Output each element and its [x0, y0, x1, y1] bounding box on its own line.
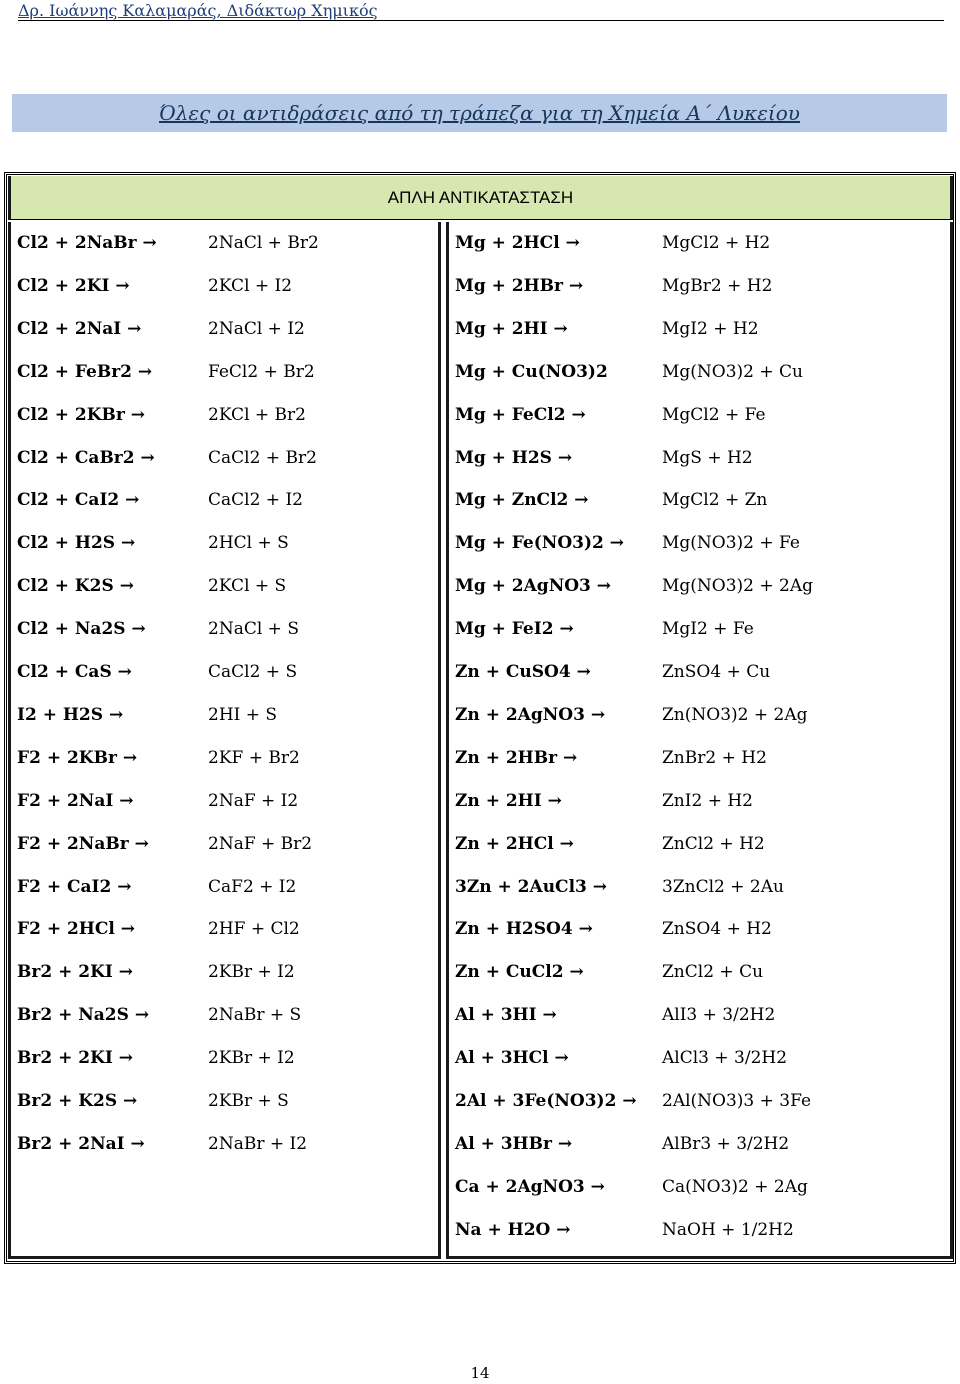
reaction-reactants: Cl2 + 2KI →: [17, 275, 130, 296]
reaction-reactants: F2 + 2HCl →: [17, 919, 136, 940]
reaction-products: ZnBr2 + H2: [662, 747, 767, 768]
reaction-products: MgCl2 + Fe: [662, 404, 766, 425]
reaction-products: 2NaCl + S: [208, 619, 299, 640]
reaction-products: Mg(NO3)2 + Cu: [662, 361, 804, 382]
reaction-reactants: Zn + 2HBr →: [455, 747, 578, 768]
reaction-row: [11, 1123, 438, 1166]
reaction-reactants: Br2 + Na2S →: [17, 1005, 150, 1026]
reaction-reactants: Mg + Cu(NO3)2: [455, 361, 608, 382]
reaction-products: Zn(NO3)2 + 2Ag: [662, 704, 808, 725]
reaction-reactants: Ca + 2AgNO3 →: [455, 1176, 605, 1197]
reaction-reactants: F2 + 2NaI →: [17, 790, 134, 811]
reaction-row: [11, 951, 438, 994]
reaction-row: [449, 1080, 950, 1123]
reaction-products: 2NaCl + I2: [208, 318, 305, 339]
reaction-products: NaOH + 1/2H2: [662, 1219, 794, 1240]
reaction-products: AlBr3 + 3/2H2: [662, 1133, 790, 1154]
reaction-reactants: Zn + 2HCl →: [455, 833, 574, 854]
reaction-row: [11, 1037, 438, 1080]
reaction-row: [449, 651, 950, 694]
title-band: [12, 94, 947, 132]
reaction-reactants: Cl2 + H2S →: [17, 533, 136, 554]
page-header: Δρ. Ιωάννης Καλαμαράς, Διδάκτωρ Χημικός: [18, 2, 944, 21]
reaction-reactants: Cl2 + Na2S →: [17, 619, 146, 640]
reaction-reactants: Al + 3HBr →: [455, 1133, 573, 1154]
reaction-reactants: 3Zn + 2AuCl3 →: [455, 876, 608, 897]
reaction-products: MgI2 + H2: [662, 318, 759, 339]
reaction-row: [11, 694, 438, 737]
reaction-row: [11, 908, 438, 951]
reaction-reactants: I2 + H2S →: [17, 704, 124, 725]
reaction-reactants: Br2 + K2S →: [17, 1091, 138, 1111]
reaction-reactants: Mg + FeI2 →: [455, 619, 574, 640]
reaction-products: 2KCl + Br2: [208, 404, 306, 425]
reaction-reactants: Mg + ZnCl2 →: [455, 490, 589, 511]
reaction-products: 2KCl + I2: [208, 275, 293, 296]
reaction-row: [449, 908, 950, 951]
reaction-products: AlCl3 + 3/2H2: [662, 1048, 788, 1069]
reaction-products: ZnI2 + H2: [662, 790, 753, 811]
reaction-reactants: Cl2 + 2NaBr →: [17, 233, 157, 253]
reaction-row: [11, 394, 438, 437]
reaction-products: MgCl2 + Zn: [662, 490, 768, 511]
reaction-reactants: 2Al + 3Fe(NO3)2 →: [455, 1091, 637, 1111]
reaction-row: [11, 1080, 438, 1123]
reaction-row: [11, 522, 438, 565]
reaction-row: [11, 479, 438, 522]
reaction-row: [11, 737, 438, 780]
reaction-products: 2KCl + S: [208, 576, 287, 597]
reaction-row: [449, 565, 950, 608]
reaction-reactants: Mg + 2HCl →: [455, 233, 580, 253]
reaction-reactants: Mg + 2HI →: [455, 318, 568, 339]
reaction-products: Mg(NO3)2 + 2Ag: [662, 576, 814, 597]
reaction-row: [11, 866, 438, 909]
reaction-row: [449, 1123, 950, 1166]
reaction-row: [449, 608, 950, 651]
reaction-reactants: Cl2 + 2KBr →: [17, 404, 145, 425]
reaction-products: ZnCl2 + H2: [662, 833, 765, 854]
reaction-products: 2HF + Cl2: [208, 919, 300, 940]
reaction-reactants: Cl2 + 2NaI →: [17, 318, 142, 339]
reaction-row: [449, 394, 950, 437]
reaction-products: CaF2 + I2: [208, 876, 297, 897]
reaction-products: 2KF + Br2: [208, 747, 300, 768]
reaction-reactants: Zn + 2AgNO3 →: [455, 704, 606, 725]
reaction-products: 2HI + S: [208, 704, 278, 725]
reaction-products: ZnSO4 + Cu: [662, 662, 771, 682]
reaction-row: [449, 479, 950, 522]
reaction-row: [449, 780, 950, 823]
reaction-products: 2NaCl + Br2: [208, 233, 319, 253]
reaction-reactants: Mg + Fe(NO3)2 →: [455, 533, 624, 554]
reaction-reactants: Mg + 2HBr →: [455, 275, 584, 296]
reaction-products: Ca(NO3)2 + 2Ag: [662, 1176, 808, 1197]
reaction-row: [11, 351, 438, 394]
reaction-row: [449, 737, 950, 780]
reaction-row: [11, 565, 438, 608]
reaction-reactants: F2 + CaI2 →: [17, 876, 132, 897]
reaction-products: 2NaBr + I2: [208, 1133, 308, 1154]
reaction-products: AlI3 + 3/2H2: [662, 1005, 776, 1026]
reaction-row: [449, 823, 950, 866]
reaction-products: 2KBr + S: [208, 1091, 289, 1111]
reaction-row: [11, 823, 438, 866]
reaction-reactants: Zn + CuSO4 →: [455, 662, 591, 682]
reaction-reactants: Cl2 + CaI2 →: [17, 490, 140, 511]
reaction-products: CaCl2 + S: [208, 662, 298, 682]
reaction-reactants: Cl2 + CaBr2 →: [17, 447, 155, 468]
reaction-products: MgBr2 + H2: [662, 275, 773, 296]
reaction-row: [449, 1166, 950, 1209]
reaction-row: [449, 1037, 950, 1080]
reaction-products: Mg(NO3)2 + Fe: [662, 533, 800, 554]
reaction-row: [449, 351, 950, 394]
reaction-row: [11, 651, 438, 694]
reaction-row: [11, 608, 438, 651]
reaction-reactants: Al + 3HCl →: [455, 1048, 569, 1069]
reaction-row: [11, 308, 438, 351]
page-title: Όλες οι αντιδράσεις από τη τράπεζα για τη Χημεία Α΄ Λυκείου: [159, 101, 800, 125]
reaction-row: [449, 866, 950, 909]
reaction-row: [449, 222, 950, 265]
reaction-reactants: Br2 + 2NaI →: [17, 1133, 145, 1154]
page-number: 14: [470, 1364, 490, 1382]
reaction-products: MgS + H2: [662, 447, 753, 468]
reaction-products: 2NaF + I2: [208, 790, 299, 811]
reaction-row: [449, 951, 950, 994]
reaction-reactants: F2 + 2NaBr →: [17, 833, 149, 854]
reaction-reactants: Br2 + 2KI →: [17, 962, 133, 983]
reaction-products: 2Al(NO3)3 + 3Fe: [662, 1091, 812, 1111]
reaction-products: CaCl2 + Br2: [208, 447, 317, 468]
reaction-row: [11, 222, 438, 265]
reaction-products: 3ZnCl2 + 2Au: [662, 876, 784, 897]
reaction-row: [449, 994, 950, 1037]
reaction-row: [449, 437, 950, 480]
reaction-row: [11, 780, 438, 823]
reaction-products: 2NaBr + S: [208, 1005, 302, 1026]
reaction-reactants: Zn + 2HI →: [455, 790, 562, 811]
reaction-products: ZnSO4 + H2: [662, 919, 772, 940]
reaction-products: 2KBr + I2: [208, 962, 295, 983]
reaction-row: [449, 265, 950, 308]
reaction-reactants: Br2 + 2KI →: [17, 1048, 133, 1069]
reaction-reactants: Na + H2O →: [455, 1219, 571, 1240]
reaction-row: [449, 694, 950, 737]
reaction-reactants: Cl2 + CaS →: [17, 662, 132, 682]
reaction-reactants: Zn + CuCl2 →: [455, 962, 584, 983]
reaction-reactants: Mg + H2S →: [455, 447, 573, 468]
reaction-reactants: Mg + FeCl2 →: [455, 404, 586, 425]
reaction-row: [11, 265, 438, 308]
reaction-products: 2KBr + I2: [208, 1048, 295, 1069]
reaction-products: 2HCl + S: [208, 533, 289, 554]
section-header: [8, 176, 953, 220]
left-reaction-column: [8, 222, 441, 1259]
reaction-reactants: Mg + 2AgNO3 →: [455, 576, 612, 597]
reaction-row: [449, 308, 950, 351]
reaction-reactants: Zn + H2SO4 →: [455, 919, 593, 940]
right-reaction-column: [446, 222, 953, 1259]
reaction-reactants: F2 + 2KBr →: [17, 747, 138, 768]
reaction-reactants: Cl2 + FeBr2 →: [17, 361, 153, 382]
section-title: ΑΠΛΗ ΑΝΤΙΚΑΤΑΣΤΑΣΗ: [387, 187, 574, 207]
reaction-products: FeCl2 + Br2: [208, 361, 315, 382]
reaction-row: [11, 994, 438, 1037]
reaction-row: [449, 1209, 950, 1252]
reaction-reactants: Cl2 + K2S →: [17, 576, 134, 597]
reaction-products: 2NaF + Br2: [208, 833, 313, 854]
reaction-reactants: Al + 3HI →: [455, 1005, 557, 1026]
reaction-products: ZnCl2 + Cu: [662, 962, 764, 983]
reaction-products: MgI2 + Fe: [662, 619, 754, 640]
reaction-row: [11, 437, 438, 480]
reaction-products: MgCl2 + H2: [662, 233, 771, 253]
reaction-row: [449, 522, 950, 565]
reaction-products: CaCl2 + I2: [208, 490, 303, 511]
